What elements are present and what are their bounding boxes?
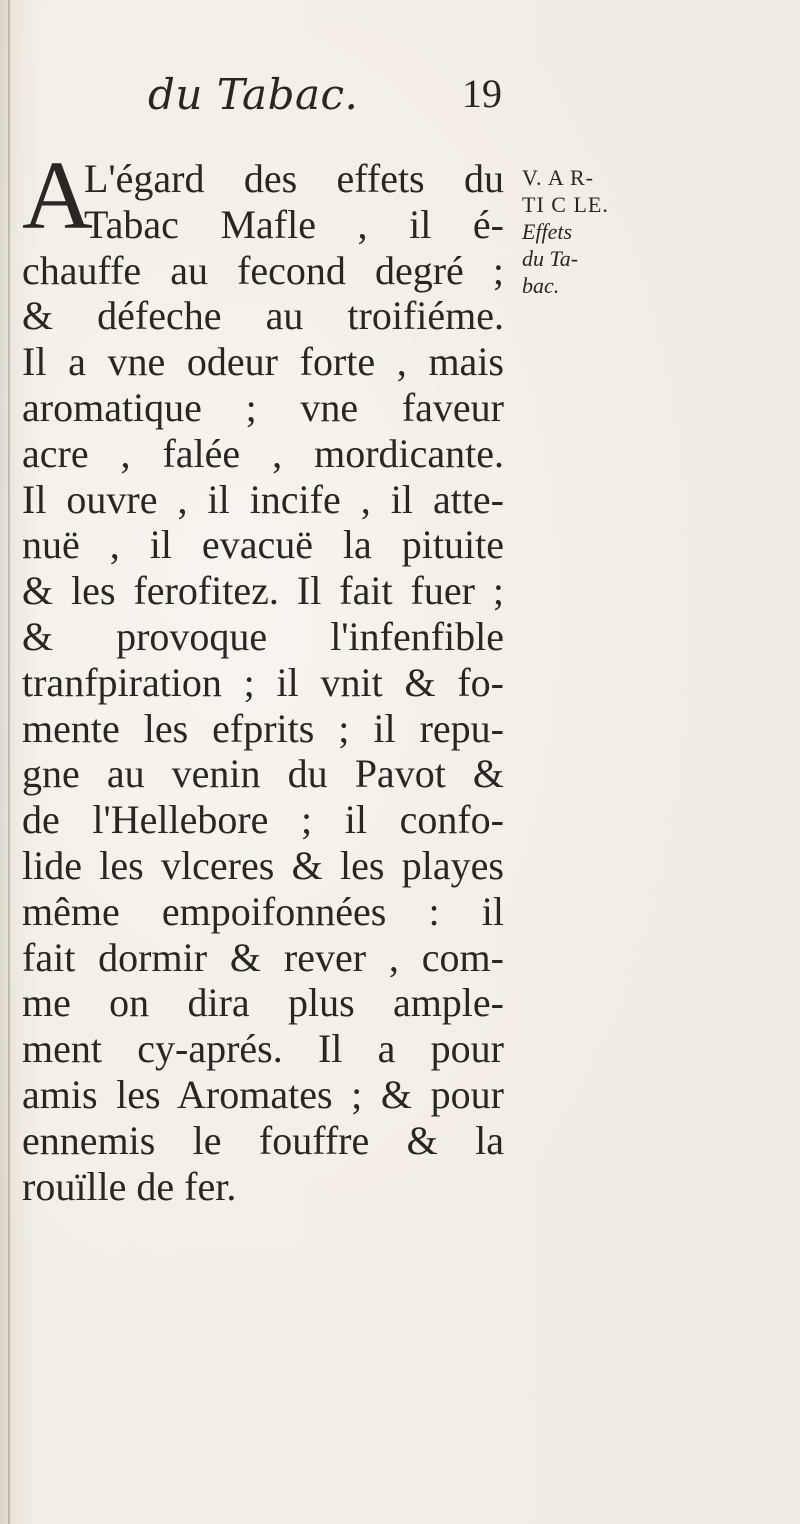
- text-line: tranfpiration ; il vnit & fo-: [22, 659, 504, 705]
- text-line: gne au venin du Pavot &: [22, 751, 504, 797]
- text-line: fait dormir & rever , com-: [22, 934, 504, 980]
- text-line: & défeche au troifiéme.: [22, 293, 504, 339]
- text-line: nuë , il evacuë la pituite: [22, 522, 504, 568]
- text-line: & les ferofitez. Il fait fuer ;: [22, 568, 504, 614]
- text-line: même empoifonnées : il: [22, 888, 504, 934]
- text-line: lide les vlceres & les playes: [22, 842, 504, 888]
- text-line: Tabac Mafle , il é-: [84, 201, 504, 247]
- marginal-article-line: TI C LE.: [522, 192, 609, 217]
- drop-cap: A: [22, 142, 93, 250]
- text-line: rouïlle de fer.: [22, 1163, 237, 1209]
- text-line: L'égard des effets du: [84, 156, 504, 201]
- text-line: acre , falée , mordicante.: [22, 430, 504, 476]
- text-line: me on dira plus ample-: [22, 980, 504, 1026]
- marginal-note: [522, 164, 632, 299]
- page-number: 19: [462, 71, 502, 116]
- running-head: du Tabac.: [148, 70, 359, 119]
- text-line: ment cy-aprés. Il a pour: [22, 1026, 504, 1072]
- text-line: aromatique ; vne faveur: [22, 384, 504, 430]
- text-line: mente les efprits ; il repu-: [22, 705, 504, 751]
- marginal-subject-line: bac.: [522, 273, 560, 298]
- text-line: ennemis le fouffre & la: [22, 1117, 504, 1163]
- text-line: Il ouvre , il incife , il atte-: [22, 476, 504, 522]
- text-line: de l'Hellebore ; il confo-: [22, 797, 504, 843]
- marginal-article-line: V. A R-: [522, 165, 595, 190]
- text-line: chauffe au fecond degré ;: [22, 247, 504, 293]
- text-line: & provoque l'infenfible: [22, 613, 504, 659]
- body-text: [22, 156, 504, 1209]
- marginal-subject-line: Effets: [522, 219, 573, 244]
- text-line: amis les Aromates ; & pour: [22, 1071, 504, 1117]
- marginal-subject-line: du Ta-: [522, 246, 579, 271]
- page-gutter: [8, 0, 10, 1524]
- text-line: Il a vne odeur forte , mais: [22, 339, 504, 385]
